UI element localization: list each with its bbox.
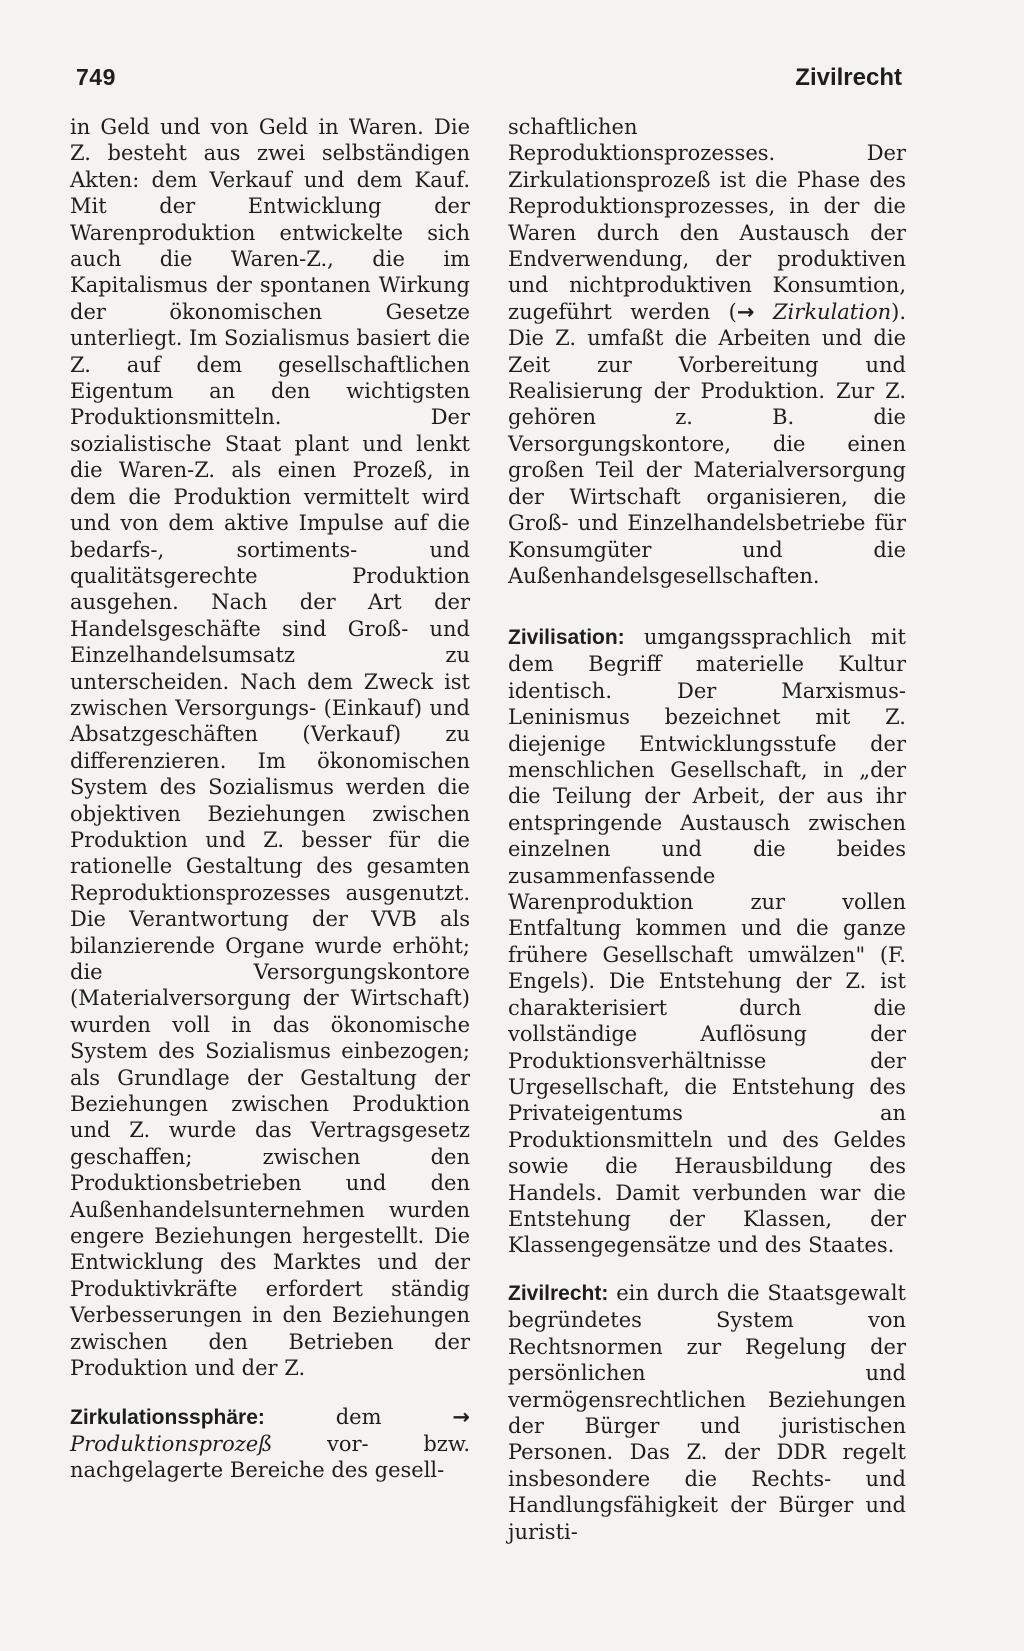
right-column-middle (508, 624, 906, 1259)
continuation-part-b: ). Die Z. umfaßt die Arbeiten und die Zeit zur Vorbereitung und Realisierung der Produktion. Zur Z. gehören z. B. die Versorgungskontore, die einen großen Teil der Materialversorgung der Wirtschaft organisieren, die Groß- und Einzelhandelsbetriebe für Konsumgüter und die Außenhandelsgesellschaften. (508, 299, 906, 588)
entry-term: Zivilrecht: (508, 1282, 609, 1305)
cross-reference-term: Produktionsprozeß (70, 1431, 273, 1456)
cross-reference-arrow-icon: → (736, 299, 755, 324)
continuation-part-a: schaftlichen Reproduktionsprozesses. Der Zirkulationsprozeß ist die Phase des Reproduktionsprozesses, in der die Waren durch den Austausch der Endverwendung, der produktiven und nichtproduktiven Konsumtion, zugeführt werden ( (508, 115, 906, 324)
running-head: Zivilrecht (795, 64, 902, 91)
cross-reference-term: Zirkulation (772, 299, 892, 324)
entry-zivilrecht (508, 1280, 906, 1545)
entry-text: vor- bzw. nachgelagerte Bereiche des gesell- (70, 1431, 470, 1483)
entry-zirkulationssphaere (70, 1404, 470, 1484)
entry-lead: dem (335, 1404, 382, 1429)
entry-term: Zirkulationssphäre: (70, 1405, 265, 1429)
entry-text: umgangssprachlich mit dem Begriff materielle Kultur identisch. Der Marxismus-Leninismus bezeichnet mit Z. diejenige Entwicklungsstufe der menschlichen Gesellschaft, in „der die Teilung der Arbeit, der aus ihr entspringende Austausch zwischen einzelnen und die beides zusammenfassende Warenproduktion zur vollen Entfaltung kommen und die ganze frühere Gesellschaft umwälzen" (F. Engels). Die Entstehung der Z. ist charakterisiert durch die vollständige Auflösung der Produktionsverhältnisse der Urgesellschaft, die Entstehung des Privateigentums an Produktionsmitteln und des Geldes sowie die Herausbildung des Handels. Damit verbunden war die Entstehung der Klassen, der Klassengegensätze und des Staates. (508, 625, 906, 1258)
left-column (70, 114, 470, 1484)
left-continuation-text: in Geld und von Geld in Waren. Die Z. besteht aus zwei selbständigen Akten: dem Verkauf und dem Kauf. Mit der Entwicklung der Warenproduktion entwickelte sich auch die Waren-Z., die im Kapitalismus der spontanen Wirkung der ökonomischen Gesetze unterliegt. Im Sozialismus basiert die Z. auf dem gesellschaftlichen Eigentum an den wichtigsten Produktionsmitteln. Der sozialistische Staat plant und lenkt die Waren-Z. als einen Prozeß, in dem die Produktion vermittelt wird und von dem aktive Impulse auf die bedarfs-, sortiments- und qualitätsgerechte Produktion ausgehen. Nach der Art der Handelsgeschäfte sind Groß- und Einzelhandelsumsatz zu unterscheiden. Nach dem Zweck ist zwischen Versorgungs- (Einkauf) und Absatzgeschäften (Verkauf) zu differenzieren. Im ökonomischen System des Sozialismus werden die objektiven Beziehungen zwischen Produktion und Z. besser für die rationelle Gestaltung des gesamten Reproduktionsprozesses ausgenutzt. Die Verantwortung der VVB als bilanzierende Organe wurde erhöht; die Versorgungskontore (Materialversorgung der Wirtschaft) wurden voll in das ökonomische System des Sozialismus einbezogen; als Grundlage der Gestaltung der Beziehungen zwischen Produktion und Z. wurde das Vertragsgesetz geschaffen; zwischen den Produktionsbetrieben und den Außenhandelsunternehmen wurden engere Beziehungen hergestellt. Die Entwicklung des Marktes und der Produktivkräfte erfordert ständig Verbesserungen in den Beziehungen zwischen den Betrieben der Produktion und der Z. (70, 115, 470, 1381)
entry-term: Zivilisation: (508, 626, 625, 649)
entry-text: ein durch die Staatsgewalt begründetes System von Rechtsnormen zur Regelung der persönlichen und vermögensrechtlichen Beziehungen der Bürger und juristischen Personen. Das Z. der DDR regelt insbesondere die Rechts- und Handlungsfähigkeit der Bürger und juristi- (508, 1281, 906, 1544)
right-column-bottom (508, 1280, 906, 1545)
entry-zivilisation (508, 624, 906, 1259)
page-number: 749 (76, 64, 116, 90)
right-column-top (508, 114, 906, 589)
cross-reference-arrow-icon: → (452, 1404, 470, 1429)
page-header (0, 0, 1024, 110)
right-continuation-text (508, 114, 906, 589)
